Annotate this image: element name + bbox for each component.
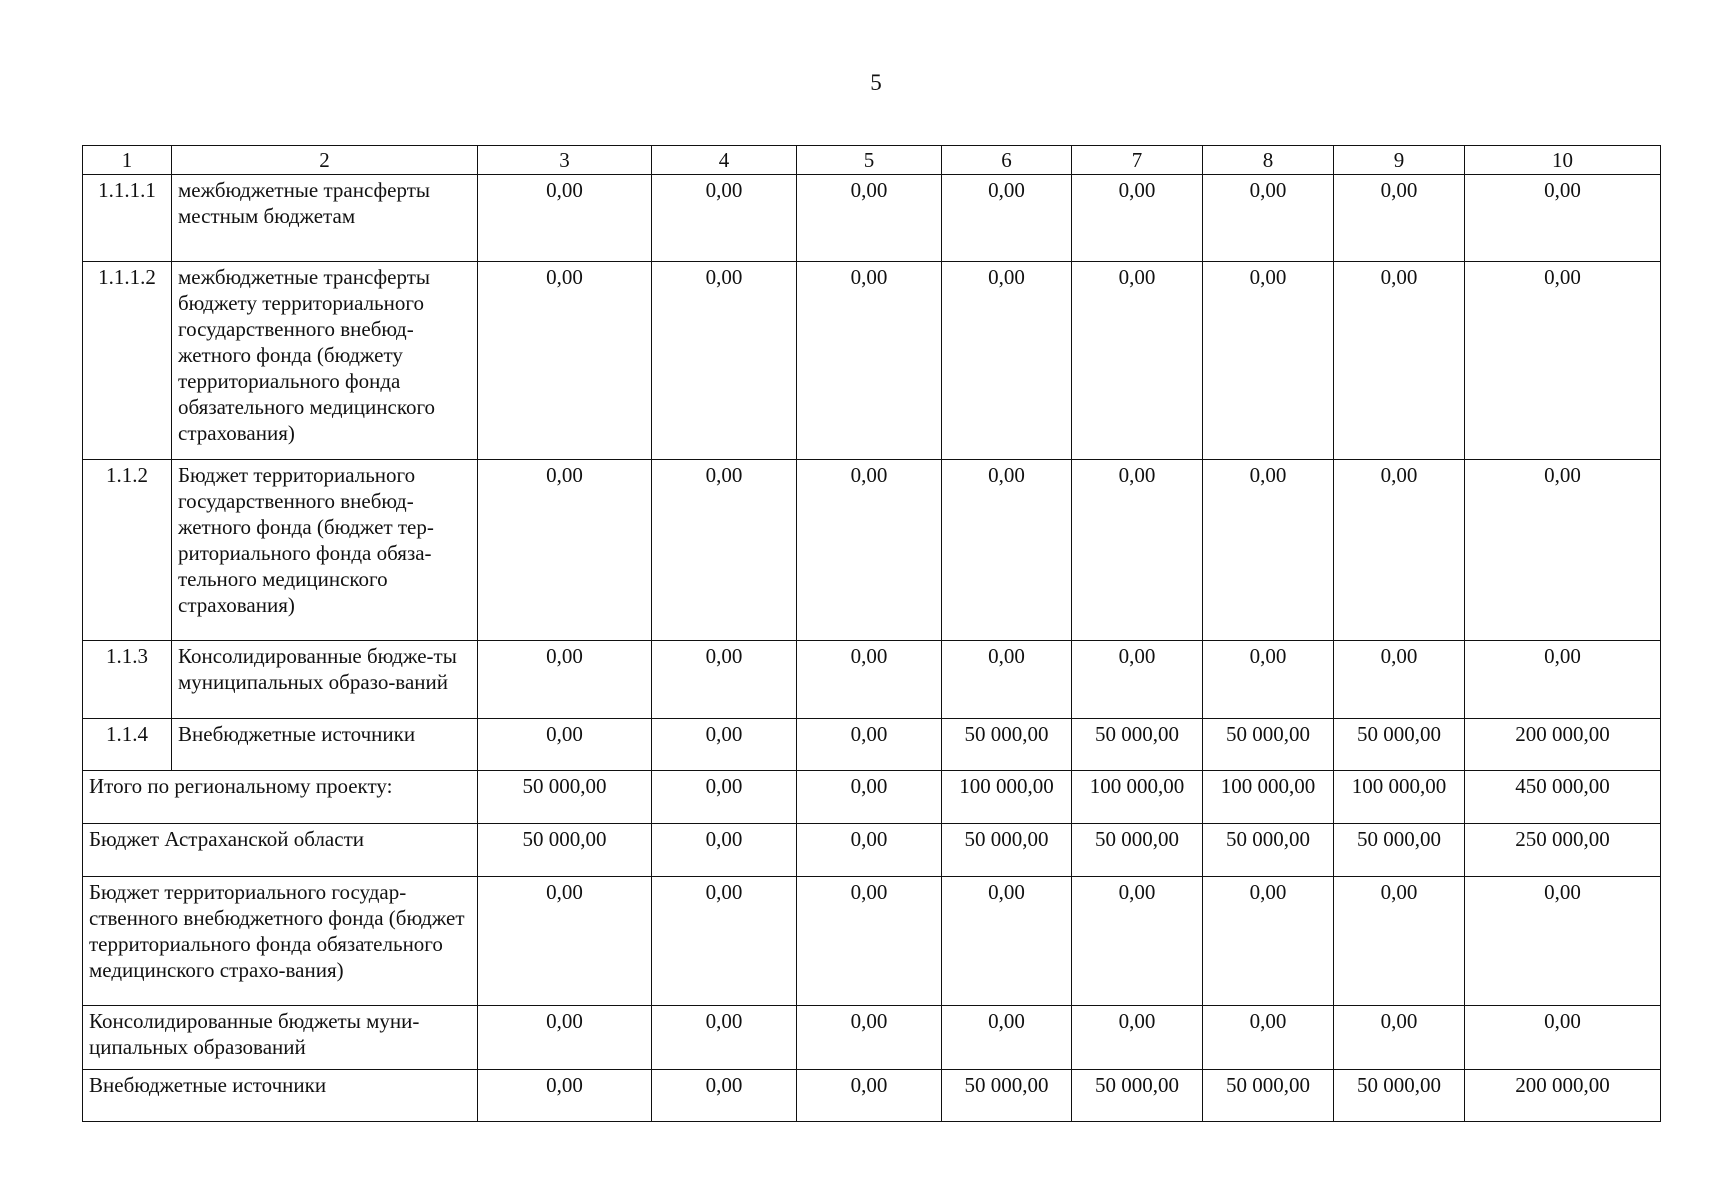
value-cell: 100 000,00 (942, 771, 1072, 824)
value-cell: 0,00 (1203, 175, 1334, 262)
value-cell: 50 000,00 (942, 824, 1072, 877)
value-cell: 0,00 (478, 877, 652, 1006)
value-cell: 0,00 (797, 824, 942, 877)
column-number-header: 2 (172, 146, 478, 175)
summary-name: Консолидированные бюджеты муни-ципальных образований (83, 1006, 478, 1070)
value-cell: 50 000,00 (1334, 824, 1465, 877)
value-cell: 0,00 (797, 719, 942, 771)
value-cell: 0,00 (478, 1070, 652, 1122)
value-cell: 0,00 (942, 641, 1072, 719)
value-cell: 0,00 (797, 460, 942, 641)
table-row (83, 175, 1661, 262)
column-number-header: 5 (797, 146, 942, 175)
value-cell: 0,00 (1072, 877, 1203, 1006)
value-cell: 0,00 (1334, 641, 1465, 719)
value-cell: 50 000,00 (478, 824, 652, 877)
value-cell: 0,00 (652, 824, 797, 877)
budget-table (82, 145, 1661, 1122)
value-cell: 0,00 (478, 719, 652, 771)
column-number-header: 4 (652, 146, 797, 175)
row-name: межбюджетные трансферты местным бюджетам (172, 175, 478, 262)
value-cell: 0,00 (652, 175, 797, 262)
value-cell: 0,00 (797, 175, 942, 262)
value-cell: 0,00 (942, 262, 1072, 460)
column-number-header: 1 (83, 146, 172, 175)
row-code: 1.1.1.2 (83, 262, 172, 460)
value-cell: 50 000,00 (1072, 719, 1203, 771)
value-cell: 450 000,00 (1465, 771, 1661, 824)
summary-name: Бюджет территориального государ-ственного внебюджетного фонда (бюджет территориального фонда обязательного медицинского страхо-вания) (83, 877, 478, 1006)
value-cell: 0,00 (1334, 262, 1465, 460)
value-cell: 0,00 (797, 1006, 942, 1070)
value-cell: 0,00 (478, 1006, 652, 1070)
value-cell: 0,00 (1465, 877, 1661, 1006)
table-row (83, 262, 1661, 460)
value-cell: 0,00 (942, 1006, 1072, 1070)
value-cell: 0,00 (652, 641, 797, 719)
value-cell: 0,00 (1203, 460, 1334, 641)
value-cell: 250 000,00 (1465, 824, 1661, 877)
value-cell: 0,00 (652, 877, 797, 1006)
row-code: 1.1.3 (83, 641, 172, 719)
column-number-header: 3 (478, 146, 652, 175)
column-number-header: 8 (1203, 146, 1334, 175)
value-cell: 0,00 (652, 1070, 797, 1122)
page-number: 5 (870, 70, 882, 95)
table-row (83, 460, 1661, 641)
value-cell: 0,00 (652, 262, 797, 460)
value-cell: 200 000,00 (1465, 719, 1661, 771)
value-cell: 0,00 (1203, 1006, 1334, 1070)
summary-row (83, 824, 1661, 877)
value-cell: 0,00 (652, 460, 797, 641)
value-cell: 0,00 (942, 877, 1072, 1006)
value-cell: 50 000,00 (1334, 1070, 1465, 1122)
value-cell: 0,00 (942, 460, 1072, 641)
row-name: Консолидированные бюдже-ты муниципальных образо-ваний (172, 641, 478, 719)
value-cell: 0,00 (478, 262, 652, 460)
value-cell: 0,00 (1072, 1006, 1203, 1070)
row-code: 1.1.2 (83, 460, 172, 641)
value-cell: 0,00 (478, 175, 652, 262)
summary-name: Внебюджетные источники (83, 1070, 478, 1122)
table-row (83, 719, 1661, 771)
value-cell: 0,00 (1465, 460, 1661, 641)
value-cell: 0,00 (1072, 460, 1203, 641)
value-cell: 0,00 (1072, 175, 1203, 262)
value-cell: 0,00 (797, 641, 942, 719)
value-cell: 0,00 (478, 641, 652, 719)
value-cell: 200 000,00 (1465, 1070, 1661, 1122)
value-cell: 0,00 (1334, 175, 1465, 262)
summary-row (83, 1006, 1661, 1070)
value-cell: 0,00 (652, 1006, 797, 1070)
value-cell: 100 000,00 (1203, 771, 1334, 824)
column-number-header: 7 (1072, 146, 1203, 175)
value-cell: 0,00 (797, 877, 942, 1006)
value-cell: 50 000,00 (1203, 824, 1334, 877)
value-cell: 50 000,00 (1203, 1070, 1334, 1122)
value-cell: 50 000,00 (942, 719, 1072, 771)
value-cell: 50 000,00 (1334, 719, 1465, 771)
value-cell: 50 000,00 (1072, 1070, 1203, 1122)
summary-row (83, 1070, 1661, 1122)
summary-row (83, 771, 1661, 824)
value-cell: 100 000,00 (1334, 771, 1465, 824)
column-number-header: 9 (1334, 146, 1465, 175)
value-cell: 50 000,00 (1072, 824, 1203, 877)
table-row (83, 641, 1661, 719)
value-cell: 50 000,00 (478, 771, 652, 824)
row-code: 1.1.4 (83, 719, 172, 771)
value-cell: 0,00 (1072, 262, 1203, 460)
value-cell: 100 000,00 (1072, 771, 1203, 824)
value-cell: 0,00 (1334, 1006, 1465, 1070)
value-cell: 50 000,00 (1203, 719, 1334, 771)
column-number-header: 6 (942, 146, 1072, 175)
summary-name: Бюджет Астраханской области (83, 824, 478, 877)
column-number-header: 10 (1465, 146, 1661, 175)
value-cell: 0,00 (1465, 641, 1661, 719)
value-cell: 0,00 (652, 771, 797, 824)
summary-row (83, 877, 1661, 1006)
value-cell: 0,00 (797, 262, 942, 460)
value-cell: 0,00 (942, 175, 1072, 262)
value-cell: 0,00 (652, 719, 797, 771)
row-name: Бюджет территориального государственного внебюд-жетного фонда (бюджет тер-риториального фонда обяза-тельного медицинского страхования) (172, 460, 478, 641)
value-cell: 0,00 (1203, 877, 1334, 1006)
value-cell: 0,00 (1334, 877, 1465, 1006)
value-cell: 0,00 (1465, 175, 1661, 262)
row-name: межбюджетные трансферты бюджету территориального государственного внебюд-жетного фонда (бюджету территориального фонда обязательного медицинского страхования) (172, 262, 478, 460)
value-cell: 0,00 (797, 1070, 942, 1122)
column-number-header-row (83, 146, 1661, 175)
value-cell: 0,00 (1465, 1006, 1661, 1070)
value-cell: 0,00 (478, 460, 652, 641)
value-cell: 0,00 (1465, 262, 1661, 460)
value-cell: 0,00 (1203, 262, 1334, 460)
value-cell: 0,00 (1072, 641, 1203, 719)
summary-name: Итого по региональному проекту: (83, 771, 478, 824)
row-name: Внебюджетные источники (172, 719, 478, 771)
value-cell: 50 000,00 (942, 1070, 1072, 1122)
value-cell: 0,00 (1334, 460, 1465, 641)
value-cell: 0,00 (1203, 641, 1334, 719)
value-cell: 0,00 (797, 771, 942, 824)
row-code: 1.1.1.1 (83, 175, 172, 262)
